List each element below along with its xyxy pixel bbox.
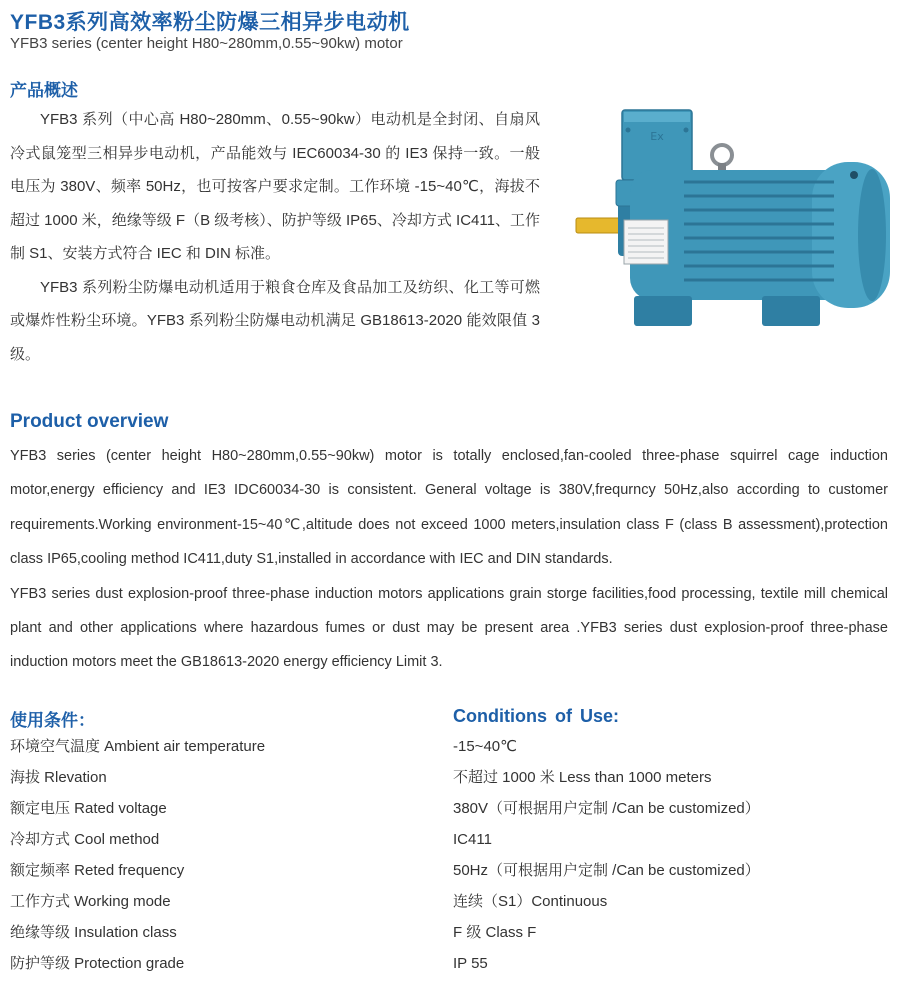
condition-label: 防护等级 Protection grade bbox=[10, 955, 185, 972]
page-title: YFB3系列高效率粉尘防爆三相异步电动机 bbox=[10, 11, 410, 34]
condition-value: IC411 bbox=[453, 831, 492, 848]
page-subtitle: YFB3 series (center height H80~280mm,0.55~90kw) motor bbox=[10, 35, 403, 52]
overview-cn-body bbox=[10, 103, 540, 371]
overview-en-paragraph: YFB3 series dust explosion-proof three-phase induction motors applications grain storge facilities,food processing, textile mill chemical plant and other applications where hazardous fumes or dust may be present area .YFB3 series dust explosion-proof three-phase induction motors meet the GB18613-2020 energy efficiency Limit 3. bbox=[10, 585, 888, 671]
condition-row bbox=[10, 762, 890, 793]
overview-en-heading: Product overview bbox=[10, 411, 169, 432]
condition-label: 环境空气温度 Ambient air temperature bbox=[10, 738, 266, 755]
condition-row bbox=[10, 731, 890, 762]
condition-row bbox=[10, 793, 890, 824]
overview-cn-paragraph: YFB3 系列（中心高 H80~280mm、0.55~90kw）电动机是全封闭、自扇风冷式鼠笼型三相异步电动机，产品能效与 IEC60034-30 的 IE3 保持一致。一般电压为 380V、频率 50Hz，也可按客户要求定制。工作环境 -15~40℃，海拔不超过 1000 米，绝缘等级 F（B 级考核）、防护等级 IP65、冷却方式 IC411、工作制 S1、安装方式符合 IEC 和 DIN 标准。 bbox=[10, 111, 540, 262]
condition-value: -15~40℃ bbox=[453, 738, 517, 755]
condition-value: IP 55 bbox=[453, 955, 488, 972]
overview-en-body bbox=[10, 439, 888, 680]
condition-label: 绝缘等级 Insulation class bbox=[10, 924, 177, 941]
condition-row bbox=[10, 917, 890, 948]
condition-row bbox=[10, 824, 890, 855]
overview-cn-heading: 产品概述 bbox=[10, 81, 78, 100]
conditions-heading-en: Conditions of Use: bbox=[453, 706, 619, 726]
condition-value: 连续（S1）Continuous bbox=[453, 893, 608, 910]
conditions-list bbox=[10, 731, 890, 979]
overview-cn-paragraph: YFB3 系列粉尘防爆电动机适用于粮食仓库及食品加工及纺织、化工等可燃或爆炸性粉尘环境。YFB3 系列粉尘防爆电动机满足 GB18613-2020 能效限值 3 级。 bbox=[10, 278, 540, 363]
conditions-heading-cn: 使用条件： bbox=[10, 711, 95, 730]
condition-row bbox=[10, 855, 890, 886]
condition-value: 不超过 1000 米 Less than 1000 meters bbox=[453, 769, 712, 786]
overview-en-paragraph: YFB3 series (center height H80~280mm,0.55~90kw) motor is totally enclosed,fan-cooled three-phase squirrel cage induction motor,energy efficiency and IE3 IDC60034-30 is consistent. General voltage is 380V,frequrncy 50Hz,also according to customer requirements.Working environment-15~40℃,altitude does not exceed 1000 meters,insulation class F (class B assessment),protection class IP65,cooling method IC411,duty S1,installed in accordance with IEC and DIN standards. bbox=[10, 448, 888, 568]
condition-row bbox=[10, 948, 890, 979]
condition-label: 冷却方式 Cool method bbox=[10, 831, 160, 848]
condition-label: 工作方式 Working mode bbox=[10, 893, 171, 910]
condition-row bbox=[10, 886, 890, 917]
nameplate-ex-mark: Ex bbox=[650, 130, 664, 143]
motor-product-image bbox=[572, 100, 897, 340]
condition-label: 额定电压 Rated voltage bbox=[10, 800, 167, 817]
condition-value: 50Hz（可根据用户定制 /Can be customized） bbox=[453, 862, 760, 879]
condition-label: 海拔 Rlevation bbox=[10, 769, 107, 786]
condition-value: F 级 Class F bbox=[453, 924, 537, 941]
condition-value: 380V（可根据用户定制 /Can be customized） bbox=[453, 800, 760, 817]
condition-label: 额定频率 Reted frequency bbox=[10, 862, 185, 879]
